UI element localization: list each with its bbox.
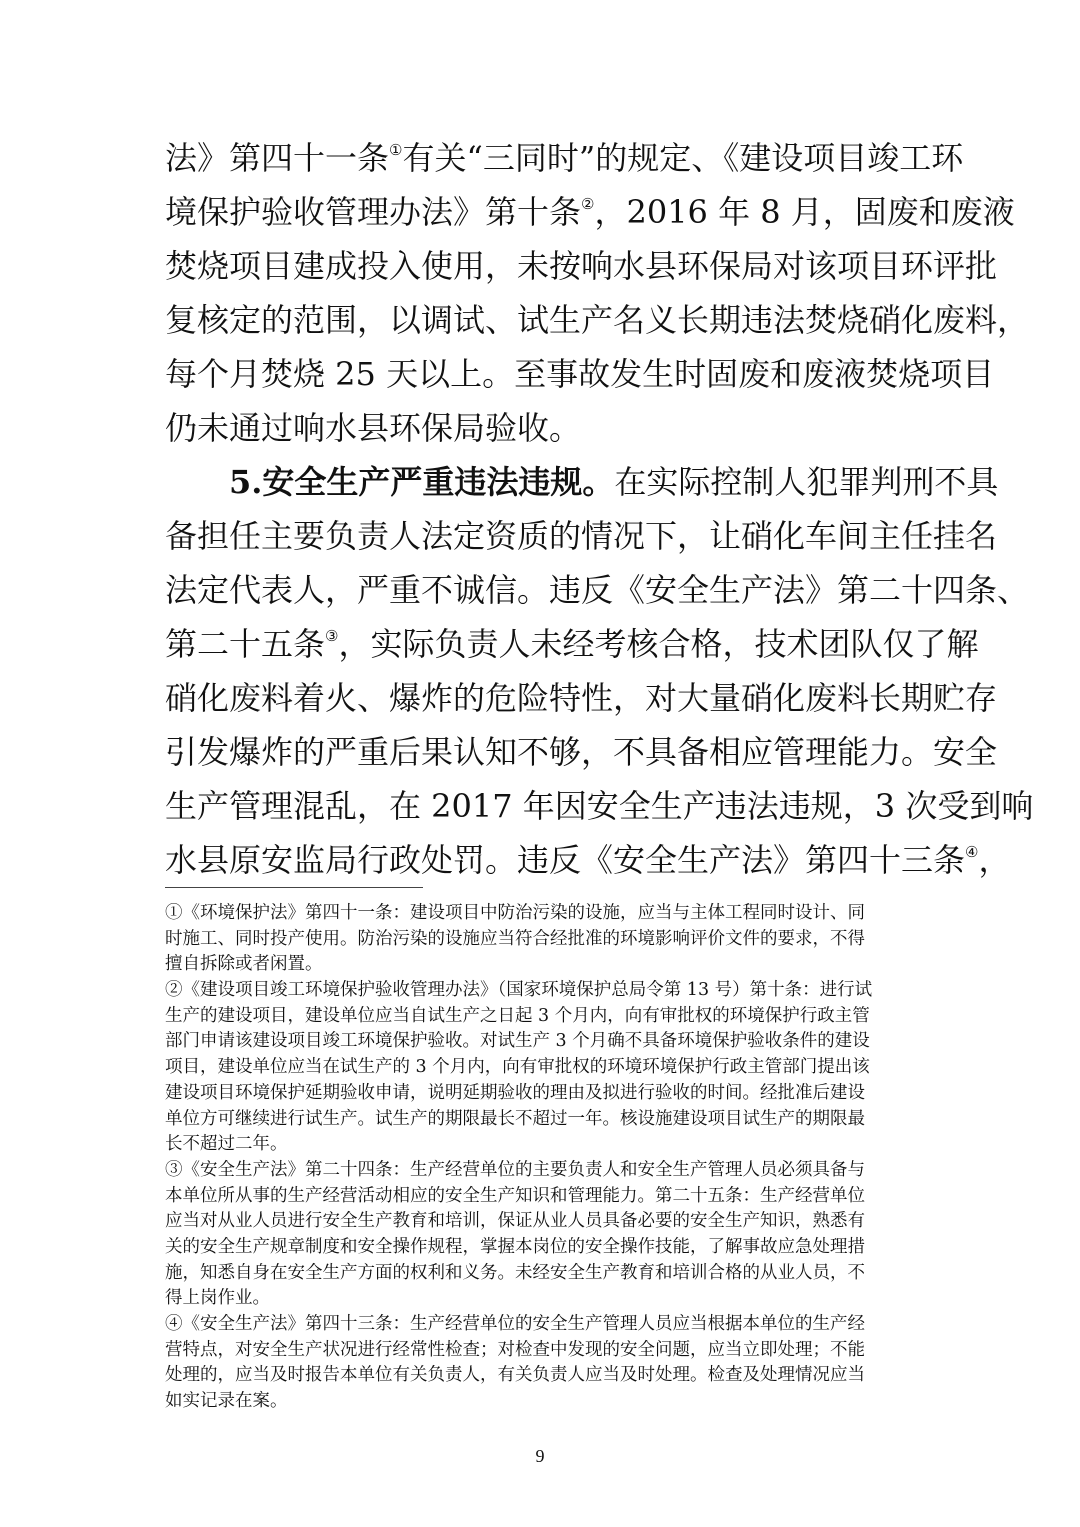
footnote-line: 单位方可继续进行试生产。试生产的期限最长不超过一年。核设施建设项目试生产的期限最 (165, 1108, 865, 1129)
footnote-ref-1[interactable]: ① (389, 141, 403, 159)
footnote-line: 时施工、同时投产使用。防治污染的设施应当符合经批准的环境影响评价文件的要求，不得 (165, 928, 865, 949)
footnote-line: 长不超过二年。 (165, 1134, 288, 1155)
footnote-line: 应当对从业人员进行安全生产教育和培训，保证从业人员具备必要的安全生产知识，熟悉有 (165, 1211, 865, 1232)
body-text (165, 131, 1034, 887)
footnote-line: 如实记录在案。 (165, 1391, 288, 1412)
body-line: 第二十五条③，实际负责人未经考核合格，技术团队仅了解 (165, 625, 979, 663)
body-line: 法定代表人，严重不诚信。违反《安全生产法》第二十四条、 (165, 571, 1030, 609)
body-line: 水县原安监局行政处罚。违反《安全生产法》第四十三条④， (165, 841, 1011, 879)
section-5-heading: 5.安全生产严重违法违规。 (229, 463, 615, 501)
footnote-line: 建设项目环境保护延期验收申请，说明延期验收的理由及拟进行验收的时间。经批准后建设 (165, 1082, 865, 1103)
footnote-line: ①《环境保护法》第四十一条：建设项目中防治污染的设施，应当与主体工程同时设计、同 (165, 903, 865, 923)
footnote-line: 关的安全生产规章制度和安全操作规程，掌握本岗位的安全操作技能，了解事故应急处理措 (165, 1236, 865, 1257)
footnote-line: 得上岗作业。 (165, 1288, 270, 1309)
footnote-line: 生产的建设项目，建设单位应当自试生产之日起 3 个月内，向有审批权的环境保护行政主管 (165, 1005, 870, 1026)
footnote-line: ②《建设项目竣工环境保护验收管理办法》（国家环境保护总局令第 13 号）第十条：进行试 (165, 980, 873, 1001)
body-line: 境保护验收管理办法》第十条②，2016 年 8 月，固废和废液 (165, 193, 1015, 231)
body-line: 复核定的范围，以调试、试生产名义长期违法焚烧硝化废料， (165, 301, 1030, 339)
footnotes (165, 901, 925, 1415)
body-line: 硝化废料着火、爆炸的危险特性，对大量硝化废料长期贮存 (165, 679, 998, 717)
body-line: 生产管理混乱，在 2017 年因安全生产违法违规，3 次受到响 (165, 787, 1034, 825)
footnote-line: 营特点，对安全生产状况进行经常性检查；对检查中发现的安全问题，应当立即处理；不能 (165, 1339, 865, 1360)
footnote-ref-4[interactable]: ④ (965, 843, 979, 861)
body-line: 焚烧项目建成投入使用，未按响水县环保局对该项目环评批 (165, 247, 998, 285)
footnote-line: 擅自拆除或者闲置。 (165, 954, 323, 975)
footnote-line: ④《安全生产法》第四十三条：生产经营单位的安全生产管理人员应当根据本单位的生产经 (165, 1314, 865, 1334)
footnote-ref-3[interactable]: ③ (325, 627, 339, 645)
section-5-first-line: 5.安全生产严重违法违规。在实际控制人犯罪判刑不具 (229, 463, 999, 501)
footnote-ref-2[interactable]: ② (581, 195, 595, 213)
body-line: 仍未通过响水县环保局验收。 (165, 409, 582, 447)
body-line: 备担任主要负责人法定资质的情况下，让硝化车间主任挂名 (165, 517, 998, 555)
body-line: 每个月焚烧 25 天以上。至事故发生时固废和废液焚烧项目 (165, 355, 995, 393)
body-line: 引发爆炸的严重后果认知不够，不具备相应管理能力。安全 (165, 733, 998, 771)
footnote-divider (165, 887, 423, 888)
page-number: 9 (535, 1446, 545, 1466)
footnote-line: ③《安全生产法》第二十四条：生产经营单位的主要负责人和安全生产管理人员必须具备与 (165, 1159, 865, 1180)
footnote-line: 项目，建设单位应当在试生产的 3 个月内，向有审批权的环境环境保护行政主管部门提出该 (165, 1057, 870, 1078)
body-line: 法》第四十一条①有关“三同时”的规定、《建设项目竣工环 (165, 139, 964, 177)
footnote-line: 处理的，应当及时报告本单位有关负责人，有关负责人应当及时处理。检查及处理情况应当 (165, 1365, 865, 1386)
footnote-line: 本单位所从事的生产经营活动相应的安全生产知识和管理能力。第二十五条：生产经营单位 (165, 1185, 865, 1206)
footnote-line: 部门申请该建设项目竣工环境保护验收。对试生产 3 个月确不具备环境保护验收条件的建设 (165, 1031, 870, 1052)
footnote-line: 施，知悉自身在安全生产方面的权利和义务。未经安全生产教育和培训合格的从业人员，不 (165, 1262, 865, 1283)
